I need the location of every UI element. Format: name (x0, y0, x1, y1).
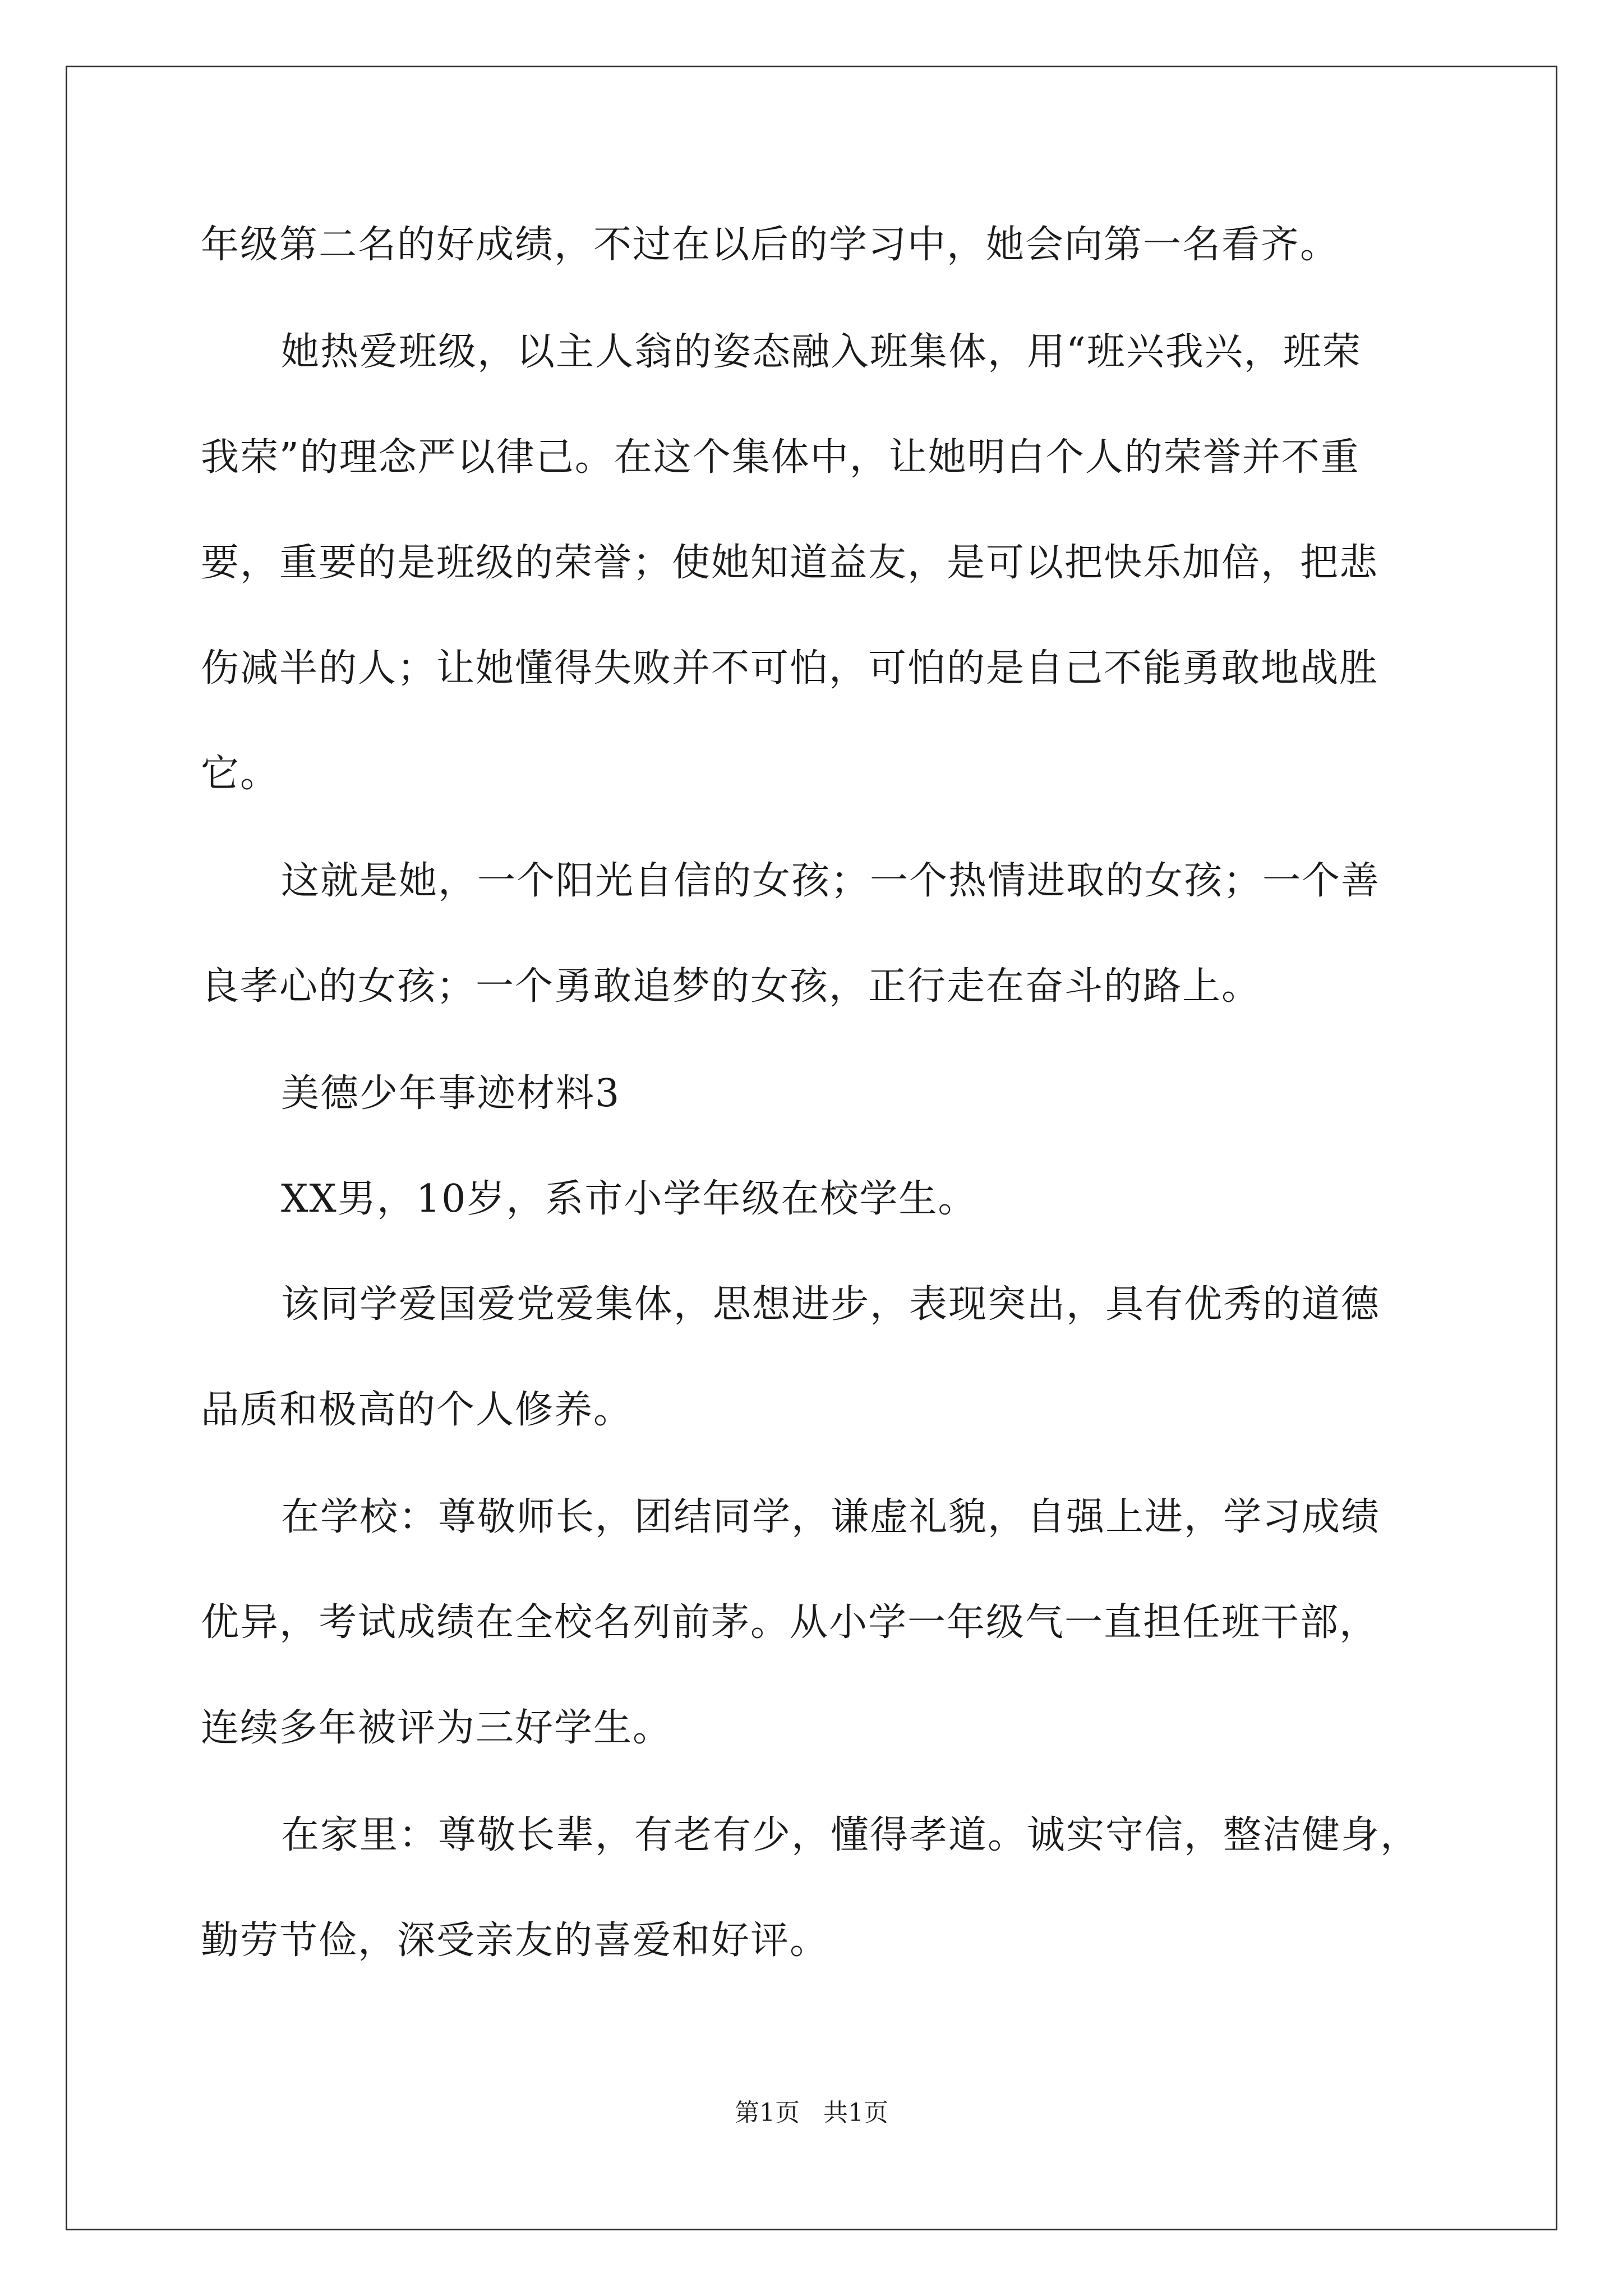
text-line: 良孝心的女孩；一个勇敢追梦的女孩，正行走在奋斗的路上。 (201, 964, 1261, 1009)
text-line: 在家里：尊敬长辈，有老有少，懂得孝道。诚实守信，整洁健身， (281, 1813, 1420, 1857)
text-line: 连续多年被评为三好学生。 (201, 1706, 672, 1750)
text-line: 她热爱班级，以主人翁的姿态融入班集体，用“班兴我兴，班荣 (281, 330, 1362, 374)
section-heading: 美德少年事迹材料3 (281, 1071, 621, 1116)
text-line: 我荣”的理念严以律己。在这个集体中，让她明白个人的荣誉并不重 (201, 435, 1360, 480)
text-line: 该同学爱国爱党爱集体，思想进步，表现突出，具有优秀的道德 (281, 1282, 1381, 1327)
text-line: 年级第二名的好成绩，不过在以后的学习中，她会向第一名看齐。 (201, 223, 1340, 267)
text-line: 要，重要的是班级的荣誉；使她知道益友，是可以把快乐加倍，把悲 (201, 541, 1379, 585)
text-line: 在学校：尊敬师长，团结同学，谦虚礼貌，自强上进，学习成绩 (281, 1495, 1381, 1539)
text-line: 伤减半的人；让她懂得失败并不可怕，可怕的是自己不能勇敢地战胜 (201, 646, 1379, 691)
text-line: XX男，10岁，系市小学年级在校学生。 (281, 1177, 978, 1221)
page-footer: 第1页 共1页 (735, 2099, 888, 2127)
text-line: 品质和极高的个人修养。 (201, 1388, 633, 1432)
text-line: 优异，考试成绩在全校名列前茅。从小学一年级气一直担任班干部， (201, 1600, 1379, 1645)
text-line: 勤劳节俭，深受亲友的喜爱和好评。 (201, 1918, 829, 1963)
text-line: 它。 (201, 752, 280, 796)
text-line: 这就是她，一个阳光自信的女孩；一个热情进取的女孩；一个善 (281, 859, 1381, 903)
page-frame (66, 66, 1557, 2230)
